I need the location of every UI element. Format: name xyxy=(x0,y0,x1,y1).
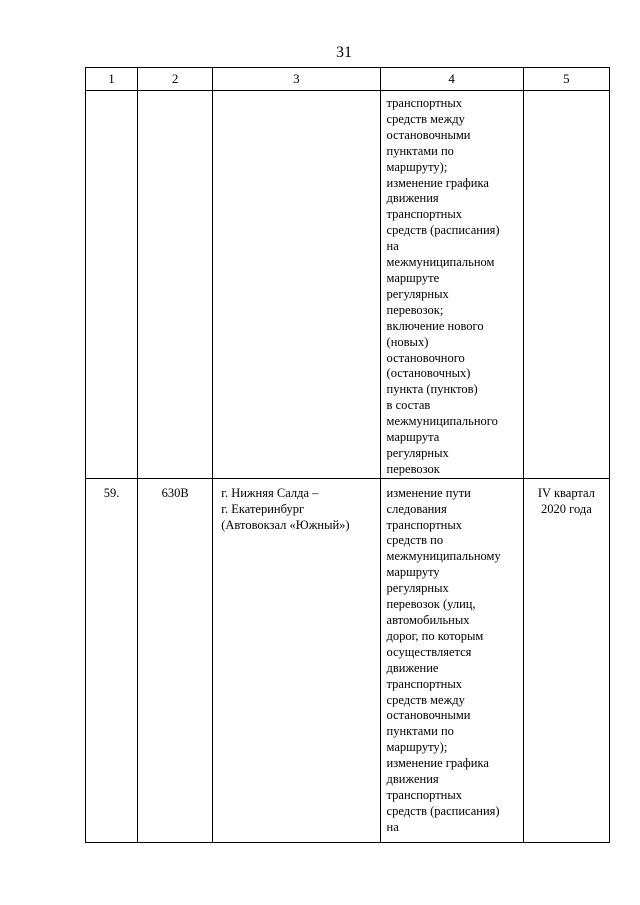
text-line: транспортных xyxy=(386,787,463,802)
text-line: дорог, по которым xyxy=(386,628,484,643)
route-code: 630В xyxy=(161,485,189,500)
description-lines xyxy=(387,486,521,836)
description-lines xyxy=(387,96,521,478)
text-line: изменение графика xyxy=(386,756,489,771)
text-line: межмуниципального xyxy=(386,414,498,429)
cell-code-empty xyxy=(138,91,213,479)
text-line: на xyxy=(386,819,399,834)
text-line: перевозок (улиц, xyxy=(386,597,476,612)
text-line: средств между xyxy=(386,111,465,126)
text-line: осуществляется xyxy=(386,644,472,659)
row-number: 59. xyxy=(103,485,120,500)
text-line: маршруте xyxy=(386,270,440,285)
text-line: перевозок; xyxy=(386,302,444,317)
cell-number-empty xyxy=(86,91,138,479)
text-line: остановочными xyxy=(386,708,471,723)
document-table xyxy=(85,67,610,843)
text-line: пункта (пунктов) xyxy=(386,382,478,397)
cell-period xyxy=(523,478,609,842)
page-number: 31 xyxy=(336,44,352,61)
text-line: остановочными xyxy=(386,127,471,142)
header-cell-3: 3 xyxy=(213,68,380,91)
text-line: регулярных xyxy=(386,286,449,301)
text-line: изменение пути xyxy=(386,485,471,500)
text-line: перевозок xyxy=(386,461,440,476)
text-line: г. Нижняя Салда – xyxy=(221,485,319,500)
text-line: движение xyxy=(386,660,439,675)
text-line: включение нового xyxy=(386,318,484,333)
text-line: в состав xyxy=(386,398,431,413)
cell-period-empty xyxy=(523,91,609,479)
text-line: средств по xyxy=(386,533,444,548)
text-line: средств между xyxy=(386,692,465,707)
cell-description xyxy=(380,478,523,842)
text-line: движения xyxy=(386,191,439,206)
text-line: регулярных xyxy=(386,445,449,460)
text-line: 2020 года xyxy=(541,501,592,516)
text-line: (новых) xyxy=(386,334,429,349)
text-line: маршруту xyxy=(386,565,440,580)
header-cell-1: 1 xyxy=(86,68,138,91)
table-row xyxy=(86,478,610,842)
text-line: маршруту); xyxy=(386,740,448,755)
table-header-row xyxy=(86,68,610,91)
cell-route-empty xyxy=(213,91,380,479)
header-cell-2: 2 xyxy=(138,68,213,91)
text-line: средств (расписания) xyxy=(386,223,500,238)
text-line: транспортных xyxy=(386,207,463,222)
cell-row-number xyxy=(86,478,138,842)
header-cell-5: 5 xyxy=(523,68,609,91)
period-lines xyxy=(524,486,609,518)
text-line: следования xyxy=(386,501,447,516)
text-line: средств (расписания) xyxy=(386,803,500,818)
text-line: автомобильных xyxy=(386,613,470,627)
text-line: изменение графика xyxy=(386,175,489,190)
text-line: пунктами по xyxy=(386,724,454,739)
text-line: движения xyxy=(386,772,439,787)
text-line: межмуниципальном xyxy=(386,255,495,270)
cell-route-code xyxy=(138,478,213,842)
text-line: маршрута xyxy=(386,430,440,445)
text-line: IV квартал xyxy=(537,485,595,500)
cell-route-name xyxy=(213,478,380,842)
text-line: на xyxy=(386,239,399,254)
header-cell-4: 4 xyxy=(380,68,523,91)
text-line: маршруту); xyxy=(386,159,448,174)
cell-description-continuation xyxy=(380,91,523,479)
table-row-continuation xyxy=(86,91,610,479)
text-line: (остановочных) xyxy=(386,366,471,381)
text-line: транспортных xyxy=(386,676,463,691)
route-name-lines xyxy=(221,486,375,534)
text-line: регулярных xyxy=(386,581,449,596)
text-line: транспортных xyxy=(386,517,463,532)
text-line: (Автовокзал «Южный») xyxy=(221,517,350,532)
text-line: остановочного xyxy=(386,350,465,365)
text-line: межмуниципальному xyxy=(386,549,501,564)
text-line: транспортных xyxy=(386,96,463,110)
text-line: г. Екатеринбург xyxy=(221,501,305,516)
text-line: пунктами по xyxy=(386,143,454,158)
